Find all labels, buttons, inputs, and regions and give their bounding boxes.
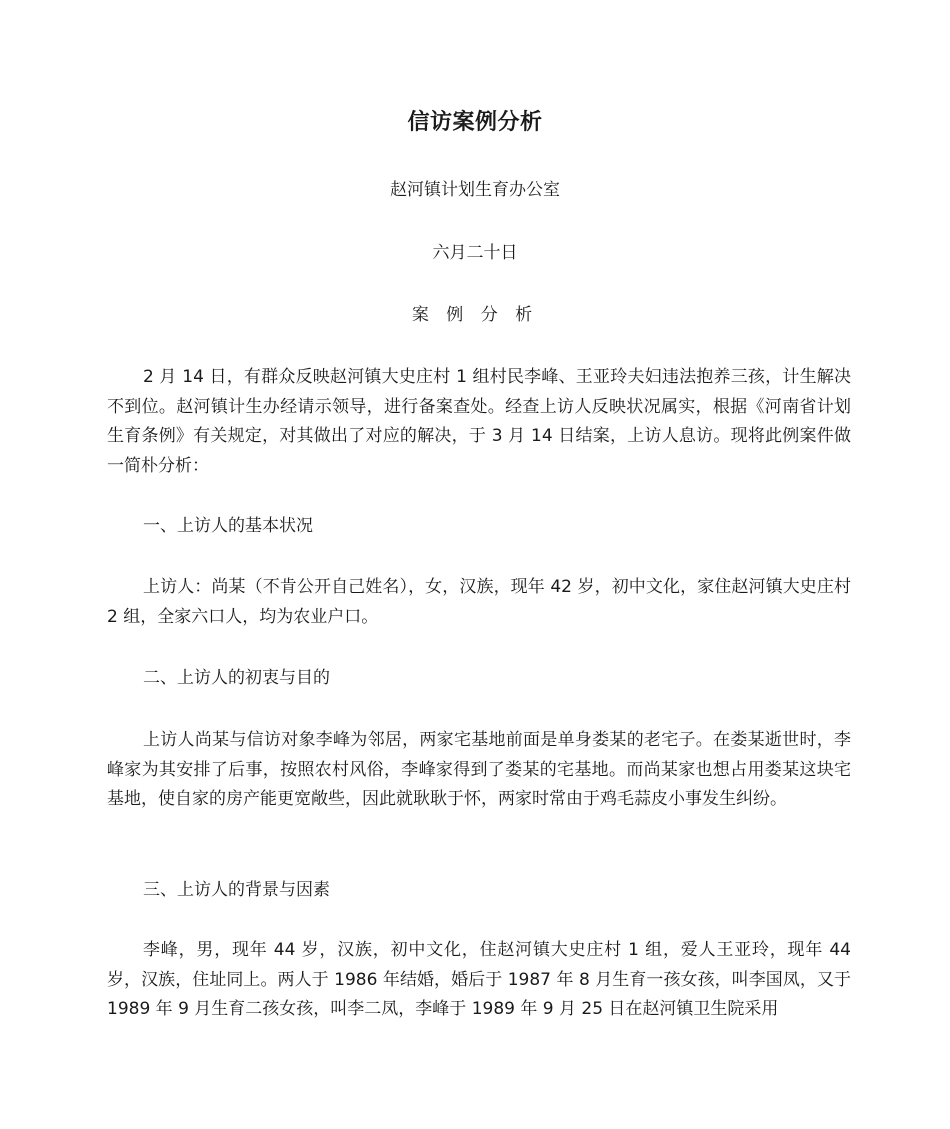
issuing-office: 赵河镇计划生育办公室 bbox=[390, 180, 560, 200]
section-title: 案 例 分 析 bbox=[411, 305, 539, 325]
paragraph-petitioner-info: 上访人：尚某（不肯公开自己姓名），女，汉族，现年 42 岁，初中文化，家住赵河镇大史庄村 2 组，全家六口人，均为农业户口。 bbox=[107, 577, 851, 627]
document-title: 信访案例分析 bbox=[407, 110, 543, 135]
heading-basic-info: 一、上访人的基本状况 bbox=[143, 516, 313, 536]
heading-background: 三、上访人的背景与因素 bbox=[143, 880, 330, 900]
document-date: 六月二十日 bbox=[432, 243, 518, 263]
paragraph-motive: 上访人尚某与信访对象李峰为邻居，两家宅基地前面是单身娄某的老宅子。在娄某逝世时，李峰家为其安排了后事，按照农村风俗，李峰家得到了娄某的宅基地。而尚某家也想占用娄某这块宅基地，使自家的房产能更宽敞些，因此就耿耿于怀，两家时常由于鸡毛蒜皮小事发生纠纷。 bbox=[107, 730, 851, 809]
paragraph-intro: 2 月 14 日，有群众反映赵河镇大史庄村 1 组村民李峰、王亚玲夫妇违法抱养三孩，计生解决不到位。赵河镇计生办经请示领导，进行备案查处。经查上访人反映状况属实，根据《河南省计划生育条例》有关规定，对其做出了对应的解决，于 3 月 14 日结案，上访人息访。现将此例案件做一简朴分析： bbox=[107, 367, 851, 476]
paragraph-background: 李峰，男，现年 44 岁，汉族，初中文化，住赵河镇大史庄村 1 组，爱人王亚玲，现年 44 岁，汉族，住址同上。两人于 1986 年结婚，婚后于 1987 年 8 月生育一孩女孩，叫李国凤，又于 1989 年 9 月生育二孩女孩，叫李二凤，李峰于 1989 年 9 月 25 日在赵河镇卫生院采用 bbox=[107, 940, 851, 1019]
heading-motive: 二、上访人的初衷与目的 bbox=[143, 668, 330, 688]
